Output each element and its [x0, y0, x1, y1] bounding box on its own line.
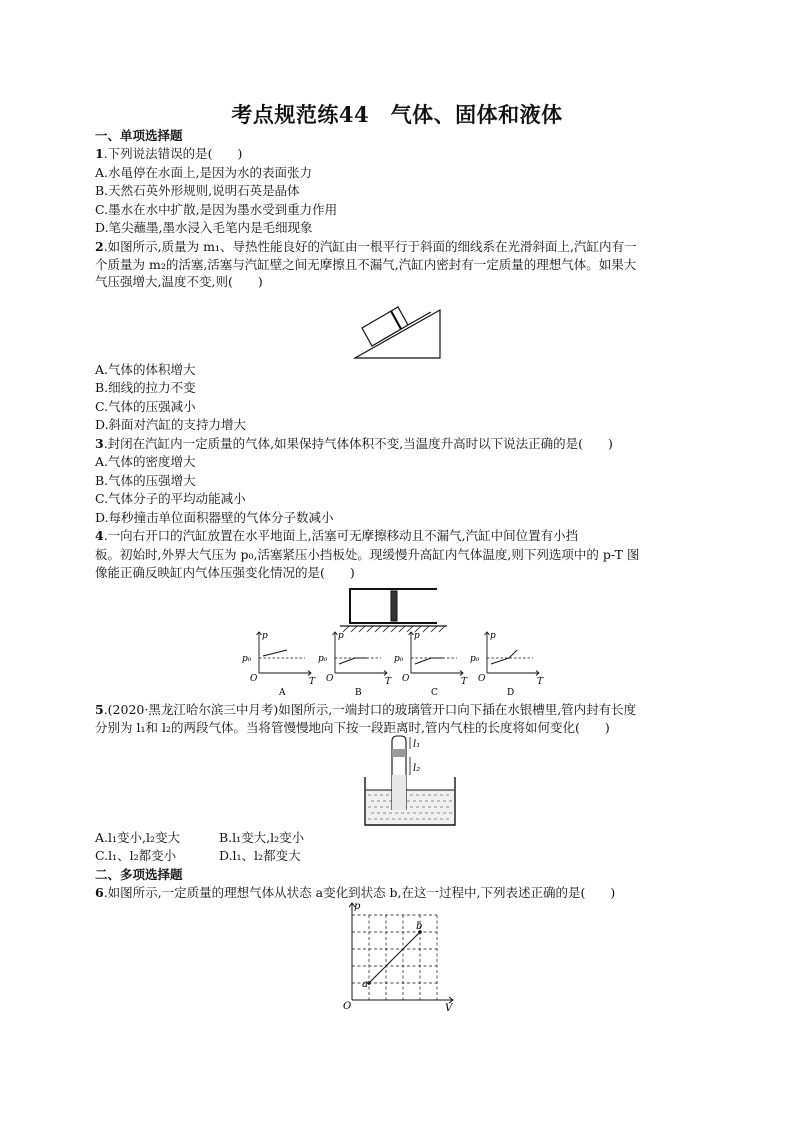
- question-4-text-1: .一向右开口的汽缸放置在水平地面上,活塞可无摩擦移动且不漏气,汽缸中间位置有小挡: [103, 528, 579, 543]
- label-origin: O: [343, 1001, 352, 1012]
- string: [408, 312, 431, 325]
- question-3-number: 3: [95, 436, 104, 451]
- pt-graph-b: [318, 631, 392, 698]
- q3-option-d: D.每秒撞击单位面积器壁的气体分子数减小: [95, 510, 334, 525]
- question-1-text: .下列说法错误的是( ): [103, 146, 243, 161]
- question-1-number: 1: [95, 146, 104, 161]
- q5-option-d: D.l₁、l₂都变大: [219, 848, 301, 863]
- section-heading-single-choice: 一、单项选择题: [95, 128, 183, 143]
- inclined-cylinder-figure: [345, 292, 445, 360]
- graph-option-label: D: [507, 688, 515, 698]
- q1-option-b: B.天然石英外形规则,说明石英是晶体: [95, 183, 300, 198]
- label-p0: p₀: [394, 654, 404, 664]
- label-t-axis: T: [461, 677, 468, 687]
- pt-graphs-options: [240, 628, 550, 698]
- graph-option-label: A: [279, 688, 286, 698]
- q1-option-a: A.水黾停在水面上,是因为水的表面张力: [95, 165, 312, 180]
- q2-option-b: B.细线的拉力不变: [95, 380, 196, 395]
- label-p0: p₀: [318, 654, 328, 664]
- q1-option-c: C.墨水在水中扩散,是因为墨水受到重力作用: [95, 202, 338, 217]
- q5-option-a: A.l₁变小,l₂变大: [95, 830, 180, 845]
- q5-option-c: C.l₁、l₂都变小: [95, 848, 177, 863]
- label-p-axis: p: [414, 631, 420, 641]
- graph-option-label: B: [355, 688, 362, 698]
- question-5-line-2: 分别为 l₁和 l₂的两段气体。当将管慢慢地向下按一段距离时,管内气柱的长度将如何变化( ): [95, 720, 610, 735]
- q1-option-d: D.笔尖蘸墨,墨水浸入毛笔内是毛细现象: [95, 220, 313, 235]
- question-6-text: .如图所示,一定质量的理想气体从状态 a变化到状态 b,在这一过程中,下列表述正确的是( ): [103, 885, 616, 900]
- pressure-curve-segment: [491, 658, 509, 664]
- question-4-line-2: 板。初始时,外界大气压为 p₀,活塞紧压小挡板处。现缓慢升高缸内气体温度,则下列选项中的 p-T 图: [95, 547, 640, 562]
- question-2-line-1: [95, 238, 636, 255]
- question-3-text: .封闭在汽缸内一定质量的气体,如果保持气体体积不变,当温度升高时以下说法正确的是( ): [103, 436, 613, 451]
- section-heading-multiple-choice: 二、多项选择题: [95, 867, 183, 882]
- mercury-tube-figure: [360, 735, 460, 827]
- label-l1: l₁: [413, 739, 421, 750]
- q2-option-c: C.气体的压强减小: [95, 399, 196, 414]
- q2-option-d: D.斜面对汽缸的支持力增大: [95, 417, 247, 432]
- pressure-curve-segment: [263, 650, 287, 656]
- label-p-axis: p: [338, 631, 344, 641]
- label-t-axis: T: [537, 677, 544, 687]
- question-1-stem: [95, 145, 242, 162]
- question-6-number: 6: [95, 885, 104, 900]
- question-4-number: 4: [95, 528, 104, 543]
- label-p0: p₀: [242, 654, 252, 664]
- question-4-line-1: [95, 527, 578, 544]
- graph-option-label: C: [431, 688, 438, 698]
- question-5-number: 5: [95, 702, 104, 717]
- label-origin: O: [402, 674, 410, 684]
- horizontal-cylinder-figure: [335, 580, 450, 633]
- q3-option-c: C.气体分子的平均动能减小: [95, 491, 246, 506]
- label-origin: O: [478, 674, 486, 684]
- mercury-column-2: [392, 775, 406, 810]
- q5-option-b: B.l₁变大,l₂变小: [219, 830, 305, 845]
- label-p-axis: p: [490, 631, 496, 641]
- label-l2: l₂: [413, 763, 421, 774]
- label-origin: O: [250, 674, 258, 684]
- label-v-axis: V: [445, 1003, 453, 1012]
- q3-option-b: B.气体的压强增大: [95, 473, 196, 488]
- pt-graph-d: [470, 631, 544, 698]
- process-line-a-b: [369, 932, 420, 983]
- question-4-line-3: 像能正确反映缸内气体压强变化情况的是( ): [95, 565, 355, 580]
- q2-option-a: A.气体的体积增大: [95, 362, 196, 377]
- pressure-curve-segment: [415, 658, 431, 664]
- q3-option-a: A.气体的密度增大: [95, 454, 196, 469]
- pressure-curve-segment: [509, 650, 517, 658]
- label-p-axis: p: [262, 631, 268, 641]
- question-2-number: 2: [95, 239, 104, 254]
- pressure-curve-segment: [339, 658, 355, 664]
- piston-block: [391, 591, 397, 621]
- mercury-column-1: [392, 749, 406, 757]
- question-5-text-1: .(2020·黑龙江哈尔滨三中月考)如图所示,一端封口的玻璃管开口向下插在水银槽里,管内封有长度: [103, 702, 637, 717]
- label-origin: O: [326, 674, 334, 684]
- label-p-axis: p: [354, 901, 361, 912]
- pv-graph-figure: [335, 897, 465, 1012]
- cylinder-body: [362, 307, 408, 346]
- label-t-axis: T: [309, 677, 316, 687]
- question-5-line-1: [95, 701, 636, 718]
- label-b: b: [416, 921, 423, 932]
- pt-graph-group: [242, 631, 544, 698]
- question-2-line-3: 气压强增大,温度不变,则( ): [95, 274, 263, 289]
- page-title: 考点规范练44 气体、固体和液体: [231, 102, 563, 127]
- question-3-stem: [95, 435, 613, 452]
- label-a: a: [362, 979, 368, 990]
- question-2-text-1: .如图所示,质量为 m₁、导热性能良好的汽缸由一根平行于斜面的细线系在光滑斜面上,汽缸内有一: [103, 239, 637, 254]
- pt-graph-a: [242, 631, 316, 698]
- pt-graph-c: [394, 631, 468, 698]
- label-t-axis: T: [385, 677, 392, 687]
- question-2-line-2: 个质量为 m₂的活塞,活塞与汽缸壁之间无摩擦且不漏气,汽缸内密封有一定质量的理想气体。如果大: [95, 257, 637, 272]
- label-p0: p₀: [470, 654, 480, 664]
